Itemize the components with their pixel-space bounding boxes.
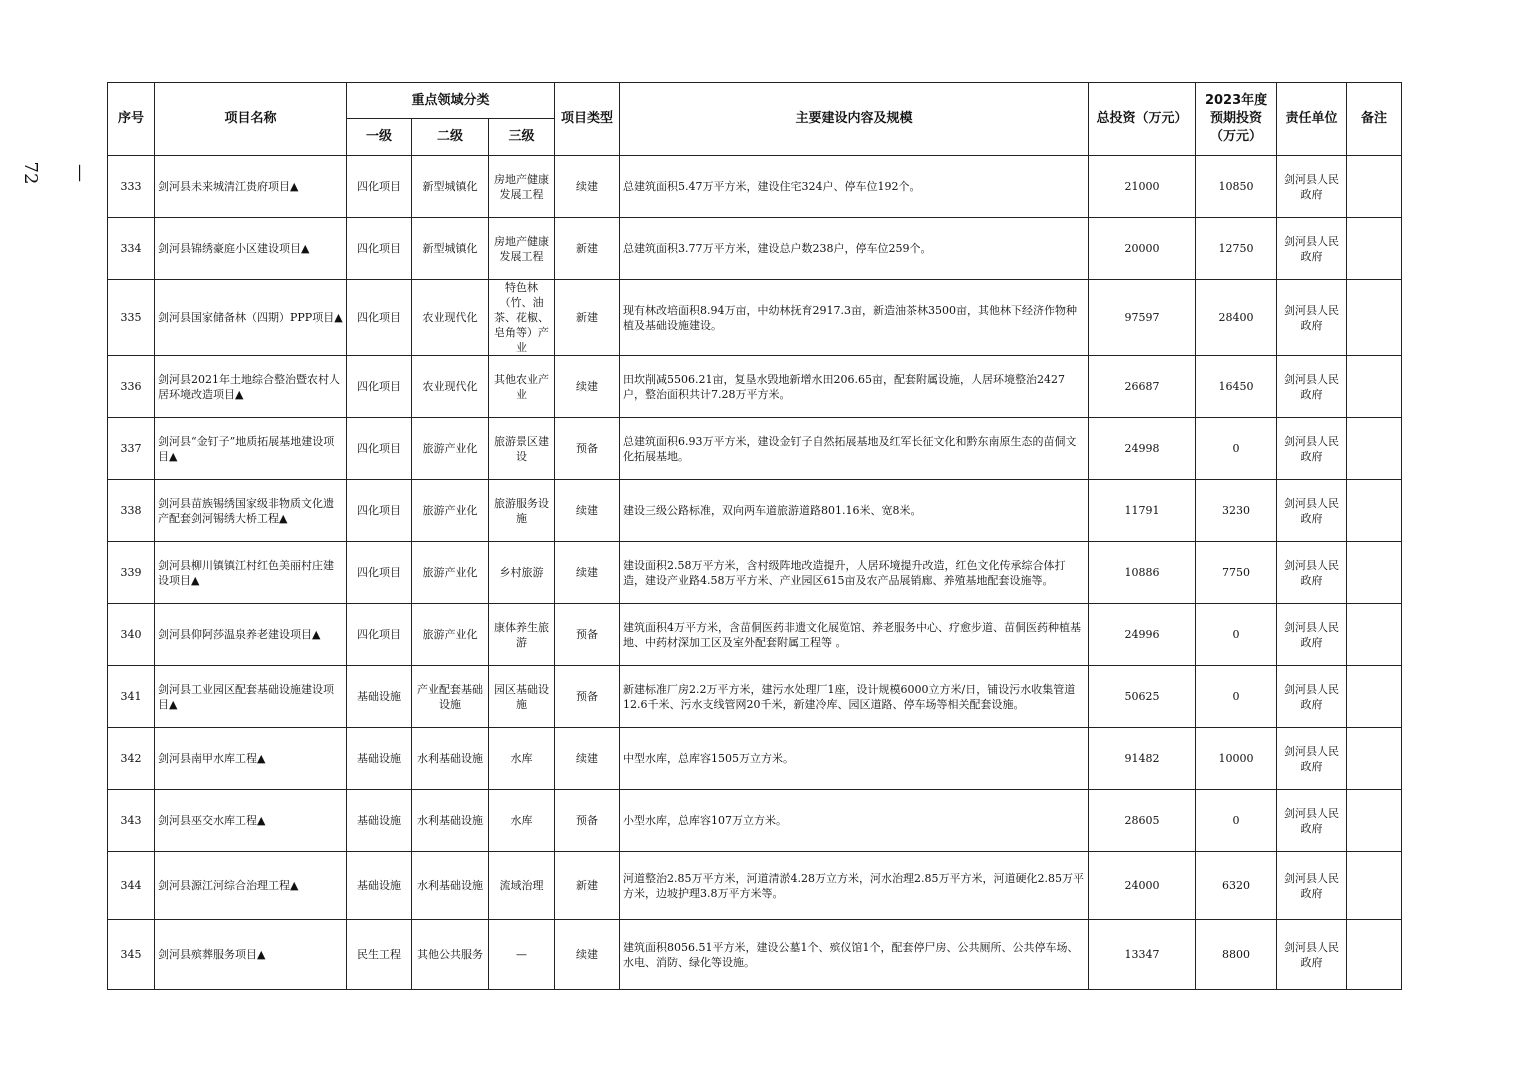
cell-level2: 旅游产业化 (412, 604, 489, 666)
cell-unit: 剑河县人民政府 (1277, 542, 1347, 604)
cell-content: 河道整治2.85万平方米，河道清淤4.28万立方米，河水治理2.85万平方米，河道硬化2.85万平方米，边坡护理3.8万平方米等。 (620, 852, 1089, 920)
cell-level2: 水利基础设施 (412, 790, 489, 852)
cell-invest2023: 8800 (1196, 920, 1277, 990)
cell-name: 剑河县南甲水库工程▲ (155, 728, 347, 790)
table-row (108, 666, 1402, 728)
cell-content: 建筑面积8056.51平方米，建设公墓1个、殡仪馆1个，配套停尸房、公共厕所、公共停车场、水电、消防、绿化等设施。 (620, 920, 1089, 990)
cell-level3: 旅游景区建设 (489, 418, 555, 480)
cell-total: 97597 (1089, 280, 1196, 356)
cell-type: 预备 (555, 418, 620, 480)
header-content: 主要建设内容及规模 (620, 83, 1089, 156)
cell-unit: 剑河县人民政府 (1277, 728, 1347, 790)
cell-seq: 345 (108, 920, 155, 990)
cell-seq: 339 (108, 542, 155, 604)
cell-level2: 农业现代化 (412, 356, 489, 418)
cell-invest2023: 12750 (1196, 218, 1277, 280)
cell-unit: 剑河县人民政府 (1277, 790, 1347, 852)
cell-level2: 水利基础设施 (412, 728, 489, 790)
cell-level3: 康体养生旅游 (489, 604, 555, 666)
cell-level3: 水库 (489, 728, 555, 790)
cell-invest2023: 0 (1196, 418, 1277, 480)
cell-type: 预备 (555, 790, 620, 852)
cell-total: 13347 (1089, 920, 1196, 990)
cell-invest2023: 0 (1196, 790, 1277, 852)
cell-unit: 剑河县人民政府 (1277, 920, 1347, 990)
cell-level2: 水利基础设施 (412, 852, 489, 920)
header-level3: 三级 (489, 119, 555, 156)
header-unit: 责任单位 (1277, 83, 1347, 156)
cell-name: 剑河县殡葬服务项目▲ (155, 920, 347, 990)
cell-invest2023: 10850 (1196, 156, 1277, 218)
cell-invest2023: 0 (1196, 604, 1277, 666)
table-row (108, 604, 1402, 666)
cell-level2: 农业现代化 (412, 280, 489, 356)
cell-level3: 房地产健康发展工程 (489, 218, 555, 280)
cell-total: 24000 (1089, 852, 1196, 920)
table-row (108, 218, 1402, 280)
cell-total: 11791 (1089, 480, 1196, 542)
cell-type: 续建 (555, 542, 620, 604)
cell-total: 21000 (1089, 156, 1196, 218)
cell-content: 总建筑面积3.77万平方米，建设总户数238户，停车位259个。 (620, 218, 1089, 280)
cell-remark (1347, 666, 1402, 728)
cell-total: 10886 (1089, 542, 1196, 604)
cell-type: 续建 (555, 728, 620, 790)
table-row (108, 728, 1402, 790)
cell-level2: 旅游产业化 (412, 480, 489, 542)
cell-content: 中型水库，总库容1505万立方米。 (620, 728, 1089, 790)
cell-type: 预备 (555, 604, 620, 666)
cell-remark (1347, 852, 1402, 920)
cell-seq: 341 (108, 666, 155, 728)
cell-remark (1347, 156, 1402, 218)
cell-total: 24998 (1089, 418, 1196, 480)
table-row (108, 480, 1402, 542)
header-total: 总投资（万元） (1089, 83, 1196, 156)
cell-name: 剑河县锦绣豪庭小区建设项目▲ (155, 218, 347, 280)
cell-type: 预备 (555, 666, 620, 728)
project-table (107, 82, 1402, 990)
header-type: 项目类型 (555, 83, 620, 156)
cell-name: 剑河县工业园区配套基础设施建设项目▲ (155, 666, 347, 728)
cell-remark (1347, 728, 1402, 790)
cell-type: 续建 (555, 480, 620, 542)
cell-level3: 水库 (489, 790, 555, 852)
cell-content: 田坎削减5506.21亩，复垦水毁地新增水田206.65亩，配套附属设施，人居环境整治2427户，整治面积共计7.28万平方米。 (620, 356, 1089, 418)
cell-seq: 334 (108, 218, 155, 280)
cell-seq: 340 (108, 604, 155, 666)
cell-level3: 其他农业产业 (489, 356, 555, 418)
table-row (108, 156, 1402, 218)
cell-level2: 旅游产业化 (412, 418, 489, 480)
cell-seq: 335 (108, 280, 155, 356)
cell-unit: 剑河县人民政府 (1277, 156, 1347, 218)
cell-content: 建筑面积4万平方米，含苗侗医药非遗文化展览馆、养老服务中心、疗愈步道、苗侗医药种植基地、中药材深加工区及室外配套附属工程等 。 (620, 604, 1089, 666)
cell-name: 剑河县苗族锡绣国家级非物质文化遗产配套剑河锡绣大桥工程▲ (155, 480, 347, 542)
cell-level2: 其他公共服务 (412, 920, 489, 990)
cell-content: 建设面积2.58万平方米，含村级阵地改造提升，人居环境提升改造，红色文化传承综合体打造，建设产业路4.58万平方米、产业园区615亩及农产品展销廊、养殖基地配套设施等。 (620, 542, 1089, 604)
cell-unit: 剑河县人民政府 (1277, 604, 1347, 666)
header-level2: 二级 (412, 119, 489, 156)
cell-content: 建设三级公路标准，双向两车道旅游道路801.16米、宽8米。 (620, 480, 1089, 542)
cell-level1: 基础设施 (347, 790, 412, 852)
cell-content: 总建筑面积6.93万平方米，建设金钉子自然拓展基地及红军长征文化和黔东南原生态的苗侗文化拓展基地。 (620, 418, 1089, 480)
header-domain: 重点领域分类 (347, 83, 555, 119)
cell-unit: 剑河县人民政府 (1277, 280, 1347, 356)
table-row (108, 356, 1402, 418)
cell-level1: 民生工程 (347, 920, 412, 990)
cell-level1: 四化项目 (347, 356, 412, 418)
cell-level1: 四化项目 (347, 418, 412, 480)
cell-seq: 336 (108, 356, 155, 418)
cell-level2: 新型城镇化 (412, 156, 489, 218)
cell-unit: 剑河县人民政府 (1277, 218, 1347, 280)
cell-remark (1347, 542, 1402, 604)
cell-level3: 旅游服务设施 (489, 480, 555, 542)
table-row (108, 280, 1402, 356)
cell-total: 26687 (1089, 356, 1196, 418)
cell-total: 50625 (1089, 666, 1196, 728)
cell-total: 91482 (1089, 728, 1196, 790)
cell-unit: 剑河县人民政府 (1277, 418, 1347, 480)
cell-content: 小型水库，总库容107万立方米。 (620, 790, 1089, 852)
table-row (108, 852, 1402, 920)
cell-remark (1347, 356, 1402, 418)
header-seq: 序号 (108, 83, 155, 156)
cell-name: 剑河县“金钉子”地质拓展基地建设项目▲ (155, 418, 347, 480)
cell-name: 剑河县巫交水库工程▲ (155, 790, 347, 852)
cell-level3: — (489, 920, 555, 990)
header-remark: 备注 (1347, 83, 1402, 156)
cell-type: 新建 (555, 852, 620, 920)
cell-type: 新建 (555, 280, 620, 356)
cell-seq: 342 (108, 728, 155, 790)
cell-level1: 四化项目 (347, 480, 412, 542)
header-name: 项目名称 (155, 83, 347, 156)
cell-level2: 新型城镇化 (412, 218, 489, 280)
cell-level2: 产业配套基础设施 (412, 666, 489, 728)
cell-remark (1347, 790, 1402, 852)
cell-level1: 四化项目 (347, 280, 412, 356)
cell-content: 新建标准厂房2.2万平方米，建污水处理厂1座，设计规模6000立方米/日，铺设污水收集管道12.6千米、污水支线管网20千米，新建冷库、园区道路、停车场等相关配套设施。 (620, 666, 1089, 728)
cell-remark (1347, 418, 1402, 480)
cell-seq: 337 (108, 418, 155, 480)
cell-remark (1347, 480, 1402, 542)
cell-content: 现有林改培面积8.94万亩，中幼林抚育2917.3亩，新造油茶林3500亩，其他林下经济作物种植及基础设施建设。 (620, 280, 1089, 356)
cell-level1: 基础设施 (347, 728, 412, 790)
cell-content: 总建筑面积5.47万平方米，建设住宅324户、停车位192个。 (620, 156, 1089, 218)
table-row (108, 542, 1402, 604)
cell-level1: 四化项目 (347, 218, 412, 280)
cell-unit: 剑河县人民政府 (1277, 852, 1347, 920)
page-number: —72 (20, 161, 91, 185)
cell-level1: 四化项目 (347, 604, 412, 666)
cell-invest2023: 0 (1196, 666, 1277, 728)
cell-remark (1347, 280, 1402, 356)
cell-invest2023: 28400 (1196, 280, 1277, 356)
table-row (108, 920, 1402, 990)
cell-level3: 房地产健康发展工程 (489, 156, 555, 218)
cell-unit: 剑河县人民政府 (1277, 480, 1347, 542)
cell-invest2023: 16450 (1196, 356, 1277, 418)
cell-name: 剑河县2021年土地综合整治暨农村人居环境改造项目▲ (155, 356, 347, 418)
cell-level1: 基础设施 (347, 666, 412, 728)
cell-remark (1347, 920, 1402, 990)
cell-type: 续建 (555, 920, 620, 990)
cell-level1: 基础设施 (347, 852, 412, 920)
cell-name: 剑河县柳川镇镇江村红色美丽村庄建设项目▲ (155, 542, 347, 604)
cell-unit: 剑河县人民政府 (1277, 356, 1347, 418)
cell-invest2023: 6320 (1196, 852, 1277, 920)
cell-level3: 特色林（竹、油茶、花椒、皂角等）产业 (489, 280, 555, 356)
cell-name: 剑河县国家储备林（四期）PPP项目▲ (155, 280, 347, 356)
cell-level3: 乡村旅游 (489, 542, 555, 604)
cell-seq: 344 (108, 852, 155, 920)
cell-seq: 343 (108, 790, 155, 852)
cell-remark (1347, 604, 1402, 666)
cell-seq: 338 (108, 480, 155, 542)
cell-level3: 园区基础设施 (489, 666, 555, 728)
cell-seq: 333 (108, 156, 155, 218)
cell-name: 剑河县仰阿莎温泉养老建设项目▲ (155, 604, 347, 666)
cell-level2: 旅游产业化 (412, 542, 489, 604)
cell-invest2023: 10000 (1196, 728, 1277, 790)
cell-total: 24996 (1089, 604, 1196, 666)
table-row (108, 418, 1402, 480)
cell-type: 新建 (555, 218, 620, 280)
cell-name: 剑河县源江河综合治理工程▲ (155, 852, 347, 920)
cell-level1: 四化项目 (347, 542, 412, 604)
table-row (108, 790, 1402, 852)
cell-type: 续建 (555, 356, 620, 418)
cell-level3: 流域治理 (489, 852, 555, 920)
cell-total: 20000 (1089, 218, 1196, 280)
header-invest2023: 2023年度预期投资（万元） (1196, 83, 1277, 156)
cell-total: 28605 (1089, 790, 1196, 852)
cell-level1: 四化项目 (347, 156, 412, 218)
cell-invest2023: 3230 (1196, 480, 1277, 542)
cell-unit: 剑河县人民政府 (1277, 666, 1347, 728)
header-level1: 一级 (347, 119, 412, 156)
cell-invest2023: 7750 (1196, 542, 1277, 604)
cell-type: 续建 (555, 156, 620, 218)
cell-name: 剑河县未来城清江贵府项目▲ (155, 156, 347, 218)
cell-remark (1347, 218, 1402, 280)
